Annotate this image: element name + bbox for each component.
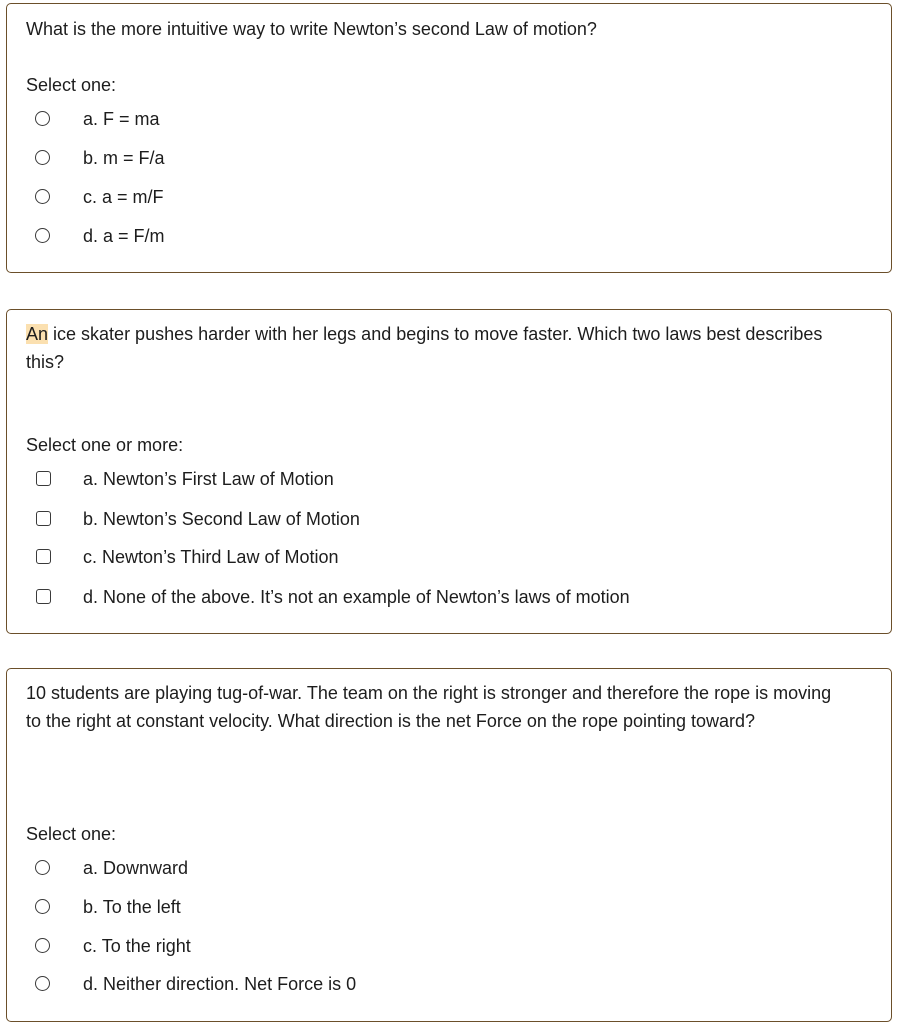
select-prompt: Select one: bbox=[26, 75, 117, 95]
option-c[interactable] bbox=[7, 934, 867, 958]
option-letter: b. bbox=[83, 148, 99, 168]
option-a[interactable] bbox=[7, 856, 867, 880]
option-letter: d. bbox=[83, 587, 99, 607]
option-text: To the left bbox=[102, 897, 181, 917]
option-letter: c. bbox=[83, 187, 98, 207]
option-c[interactable] bbox=[7, 545, 867, 569]
question-text bbox=[26, 321, 836, 376]
option-text: To the right bbox=[101, 936, 191, 956]
option-letter: c. bbox=[83, 547, 98, 567]
checkbox[interactable] bbox=[36, 511, 51, 526]
option-letter: d. bbox=[83, 226, 99, 246]
option-text: m = F/a bbox=[103, 148, 165, 168]
option-letter: d. bbox=[83, 974, 99, 994]
radio-button[interactable] bbox=[35, 938, 50, 953]
option-letter: c. bbox=[83, 936, 98, 956]
option-text: Neither direction. Net Force is 0 bbox=[103, 974, 357, 994]
option-text: a = F/m bbox=[103, 226, 165, 246]
question-text: What is the more intuitive way to write Newton’s second Law of motion? bbox=[26, 19, 597, 39]
radio-button[interactable] bbox=[35, 976, 50, 991]
question-text-rest: ice skater pushes harder with her legs and begins to move faster. Which two laws best describes this? bbox=[26, 324, 823, 372]
radio-button[interactable] bbox=[35, 189, 50, 204]
option-b[interactable] bbox=[7, 895, 867, 919]
option-d[interactable] bbox=[7, 224, 867, 248]
option-text: None of the above. It’s not an example of Newton’s laws of motion bbox=[103, 587, 630, 607]
question-card-2 bbox=[6, 309, 892, 634]
option-text: F = ma bbox=[103, 109, 160, 129]
option-text: Newton’s Third Law of Motion bbox=[102, 547, 339, 567]
option-b[interactable] bbox=[7, 146, 867, 170]
question-card-1 bbox=[6, 3, 892, 273]
highlighted-word: An bbox=[26, 324, 49, 344]
checkbox[interactable] bbox=[36, 471, 51, 486]
option-b[interactable] bbox=[7, 507, 867, 531]
option-c[interactable] bbox=[7, 185, 867, 209]
option-text: Newton’s Second Law of Motion bbox=[103, 509, 360, 529]
option-letter: a. bbox=[83, 469, 99, 489]
radio-button[interactable] bbox=[35, 150, 50, 165]
option-letter: a. bbox=[83, 858, 99, 878]
option-d[interactable] bbox=[7, 972, 867, 996]
radio-button[interactable] bbox=[35, 860, 50, 875]
radio-button[interactable] bbox=[35, 228, 50, 243]
option-text: a = m/F bbox=[102, 187, 164, 207]
option-text: Newton’s First Law of Motion bbox=[103, 469, 334, 489]
question-text: 10 students are playing tug-of-war. The team on the right is stronger and therefore the rope is moving to the right at constant velocity. What direction is the net Force on the rope pointing toward? bbox=[26, 683, 832, 731]
radio-button[interactable] bbox=[35, 111, 50, 126]
option-letter: a. bbox=[83, 109, 99, 129]
select-prompt: Select one or more: bbox=[26, 435, 184, 455]
option-d[interactable] bbox=[7, 585, 867, 609]
checkbox[interactable] bbox=[36, 589, 51, 604]
option-a[interactable] bbox=[7, 467, 867, 491]
checkbox[interactable] bbox=[36, 549, 51, 564]
option-a[interactable] bbox=[7, 107, 867, 131]
select-prompt: Select one: bbox=[26, 824, 117, 844]
option-text: Downward bbox=[103, 858, 189, 878]
option-letter: b. bbox=[83, 509, 99, 529]
option-letter: b. bbox=[83, 897, 99, 917]
radio-button[interactable] bbox=[35, 899, 50, 914]
question-card-3 bbox=[6, 668, 892, 1022]
